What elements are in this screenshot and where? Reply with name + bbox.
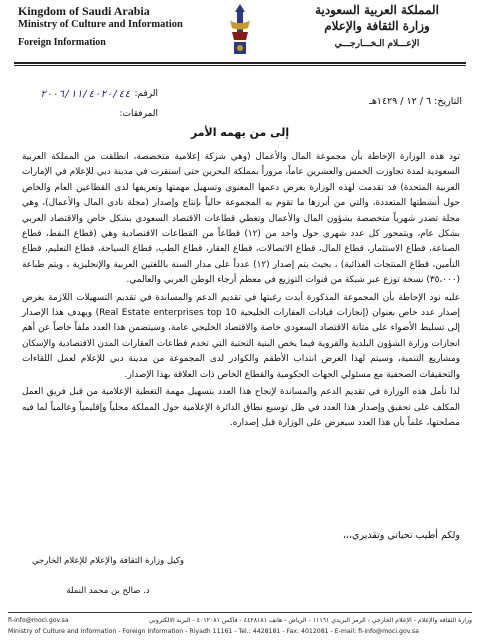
signature-block <box>28 554 188 598</box>
footer-rule <box>8 612 472 613</box>
footer-arabic-address: وزارة الثقافة والإعلام - الإعلام الخارجي - الرمز البريدي ١١١٦١ - الرياض - هاتف ٤٤٢٨١٨١ - فاكس ٤٠١٢٠٨١ - البريد الالكتروني <box>148 617 472 624</box>
header-rule <box>14 62 466 64</box>
date-block <box>369 96 462 107</box>
header-rule-thin <box>14 65 466 66</box>
body-paragraph: عليه نود الإحاطة بأن المجموعة المذكورة أبدت رغبتها في تقديم الدعم والمساندة في تقديم التسهيلات اللازمة بغرض إصدار عدد خاص بعنوان (إنجازات قيادات العقارات الخليجية Real Estate enterprises top 10) ويهدف هذا الإصدار إلى تسليط الأضواء على متانة الاقتصاد السعودي خاصة والاقتصاد الخليجي عامة، وسيتضمن هذا العدد ملفاً خاصاً عن أهم انجازات وزارة الشؤون البلدية والقروية فيما يخص البنية التحتية التي تخدم قطاعات العقارات المدن الاقتصادية والإسكان ومشاريع التنمية، وسيتم لهذا الغرض انتداب الأطقم والكوادر لدى المجموعة من مدينة دبي للإعلام لعمل اللقاءات والتحقيقات الصحفية مع مسئولي الجهات الحكومية والقطاع الخاص ذات العلاقة بهذا الإصدار. <box>22 292 460 380</box>
closing-line: ولكم أطيب تحياتي وتقديري،،، <box>342 530 460 541</box>
letterhead-footer <box>8 612 472 637</box>
english-letterhead <box>18 4 188 50</box>
saudi-emblem-icon <box>226 2 254 58</box>
ar-country: المملكة العربية السعودية <box>315 3 439 17</box>
arabic-letterhead <box>292 2 462 52</box>
signatory-name: د. صالح بن محمد النملة <box>66 586 150 596</box>
reference-block <box>18 84 158 124</box>
en-ministry: Ministry of Culture and Information <box>18 19 183 30</box>
date-label: التاريخ: <box>434 96 462 107</box>
greeting: إلى من يهمه الأمر <box>190 126 290 139</box>
footer-english-row <box>8 626 472 637</box>
signatory-title: وكيل وزارة الثقافة والإعلام للإعلام الخارجي <box>31 556 185 566</box>
letter-body <box>22 150 460 433</box>
signature-space <box>28 568 188 584</box>
attachments-label: المرفقات: <box>119 109 158 119</box>
ar-ministry: وزارة الثقافة والإعلام <box>324 19 430 33</box>
reference-row <box>18 84 158 104</box>
footer-arabic-row <box>8 615 472 626</box>
attachments-row <box>18 104 158 124</box>
en-country: Kingdom of Saudi Arabia <box>18 4 150 18</box>
body-paragraph: لذا نأمل هذه الوزارة في تقديم الدعم والمساندة لإنجاح هذا العدد بتسهيل مهمة التغطية الإعلامية من قبل فريق العمل المكلف على تحقيق وإصدار هذا العدد في ظل توسيع نطاق الدائرة الإعلامية حول المملكة محلياً وإقليمياً وعالمياً لما فيه مصلحتها، علماً بأن هذا العدد سيعرض على الوزارة قبل إصداره. <box>22 387 460 428</box>
ar-department: الإعـــلام الـخـــارجـــي <box>334 39 420 49</box>
en-department: Foreign Information <box>18 37 106 48</box>
reference-number: ٢٠٠٦/١١/٤٠٢٠/٤٤ <box>40 88 131 100</box>
footer-english-address: Ministry of Culture and Information - Foreign Information - Riyadh 11161 - Tel.: 4428181 - Fax: 4012081 - E-mail: fi-info@moci.gov.sa <box>8 628 419 635</box>
body-paragraph: تود هذه الوزارة الإحاطة بأن مجموعة المال والأعمال (وهي شركة إعلامية متخصصة، انطلقت من المملكة العربية السعودية لمدة تجاوزت الخمس والعشرين عاماً، مروراً بمملكة البحرين حتى استقرت في مدينة دبي للإعلام في الإمارات العربية المتحدة) قد تقدمت لهذه الوزارة بغرض دعمها المعنوي وتسهيل مهمتها وتعريفها لدى القطاعين العام والخاص حول أنشطتها المتعددة، والتي من أبرزها ما تقوم به المجموعة حالياً بإنتاج وإصدار (مجلة نادي المال والأعمال)، وهي مجلة تصدر شهرياً متخصصة بشؤون المال والأعمال وتغطي قطاعات الاقتصاد السعودي بشكل خاص والاقتصاد العربي بشكل عام، ويتمحور كل عدد شهري حول واحد من (١٢) قطاعاً من القطاعات الاقتصادية وهي (قطاع النفط، قطاع الصناعة، قطاع الاستثمار، قطاع المال، قطاع الاتصالات، قطاع العقار، قطاع الطب، قطاع السياحة، قطاع التعليم، قطاع التأمين، قطاع المنتجات الغذائية) ، بحيث يتم إصدار (١٢) عدداً على مدار السنة باللغتين العربية والإنجليزية ، ويتم طباعة (٣٥،٠٠٠) نسخة توزع عبر شبكة من قنوات التوزيع في معظم أرجاء الوطن العربي والعالمي. <box>22 152 460 286</box>
date-value: ٦ / ١٢ / ١٤٢٩هـ <box>369 96 432 107</box>
reference-label: الرقم: <box>134 89 158 99</box>
footer-email: fi-info@moci.gov.sa <box>8 617 69 624</box>
